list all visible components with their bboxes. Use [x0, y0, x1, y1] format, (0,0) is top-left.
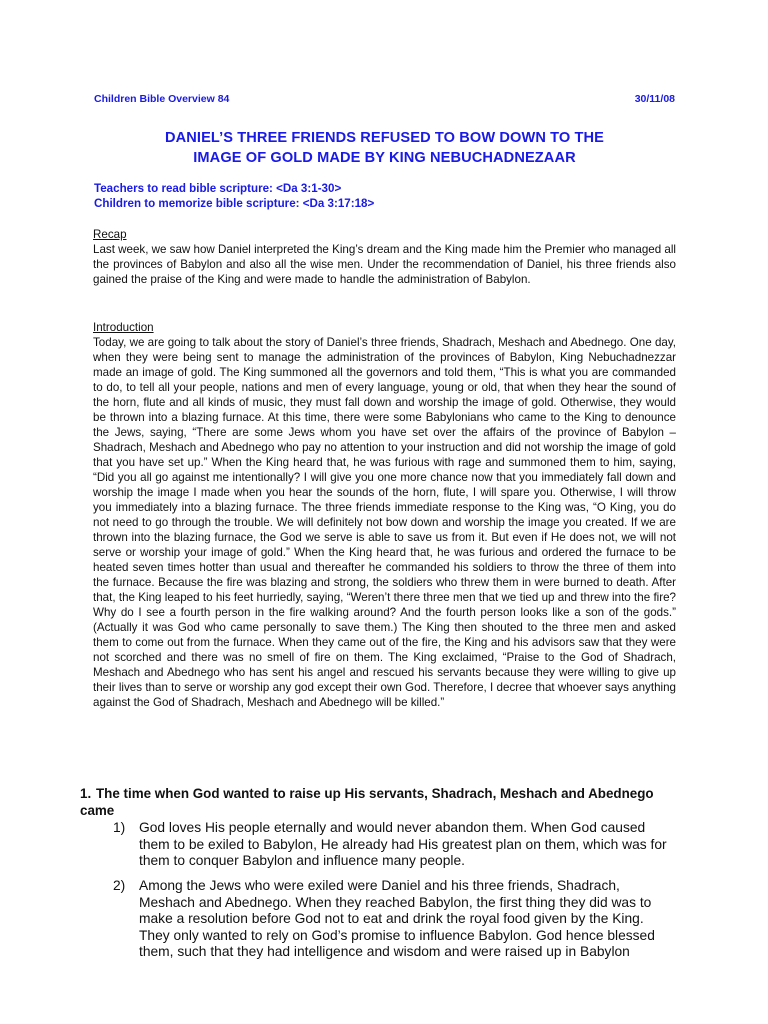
list-item-number: 2): [113, 878, 126, 893]
introduction-heading: Introduction: [93, 321, 154, 334]
point-1-heading: [80, 785, 676, 819]
lesson-title: [94, 128, 675, 168]
scripture-references: [94, 181, 675, 211]
children-scripture: Children to memorize bible scripture: <Da 3:17:18>: [94, 197, 375, 210]
recap-heading: Recap: [93, 228, 127, 241]
list-item: [113, 820, 676, 870]
header-series-title: Children Bible Overview 84: [94, 93, 230, 105]
introduction-body: Today, we are going to talk about the story of Daniel’s three friends, Shadrach, Meshach and Abednego. One day, when they were being sent to manage the administration of the provinces of Babylon, King Nebuchadnezzar made an image of gold. The King summoned all the governors and told them, “This is what you are commanded to do, to tell all your people, nations and men of every language, young or old, that when they hear the sound of the horn, flute and all kinds of music, they must fall down and worship the image of gold. Otherwise, they would be thrown into a blazing furnace. At this time, there were some Babylonians who came to the King to denounce the Jews, saying, “There are some Jews whom you have set over the affairs of the province of Babylon – Shadrach, Meshach and Abednego who pay no attention to your instruction and did not worship the image of gold that you have set up.” When the King heard that, he was furious with rage and summoned them to him, saying, “Did you all go against me intentionally? I will give you one more chance now that you immediately fall down and worship the image I made when you hear the sounds of the horn, flute, I will spare you. Otherwise, I will throw you immediately into a blazing furnace. The three friends immediate response to the King was, “O King, you do not need to go through the trouble. We will definitely not bow down and worship the image you created. If we are thrown into the blazing furnace, the God we serve is able to save us from it. But even if He does not, we will not serve or worship your image of gold.” When the King heard that, he was furious and ordered the furnace to be heated seven times hotter than usual and thereafter he commanded his soldiers to throw the three of them into the furnace. Because the fire was blazing and strong, the soldiers who threw them in were burned to death. After that, the King leaped to his feet hurriedly, saying, “Weren’t there three men that we tied up and threw into the fire? Why do I see a fourth person in the fire walking around? And the fourth person looks like a son of the gods.” (Actually it was God who came personally to save them.) The King then shouted to the three men and asked them to come out from the furnace. When they came out of the fire, the King and his advisors saw that they were not scorched and there was no smell of fire on them. The King exclaimed, “Praise to the God of Shadrach, Meshach and Abednego who has sent his angel and rescued his servants because they were willing to give up their lives than to serve or worship any god except their own God. Therefore, I decree that whoever says anything against the God of Shadrach, Meshach and Abednego will be killed.”: [93, 336, 676, 709]
introduction-section: [93, 320, 676, 710]
list-item-text: God loves His people eternally and would never abandon them. When God caused them to be exiled to Babylon, He already had His greatest plan on them, which was for them to conquer Babylon and influence many people.: [139, 820, 667, 868]
list-item: [113, 878, 676, 961]
list-item-text: Among the Jews who were exiled were Daniel and his three friends, Shadrach, Meshach and Abednego. When they reached Babylon, the first thing they did was to make a resolution before God not to eat and drink the royal food given by the King. They only wanted to rely on God’s promise to influence Babylon. God hence blessed them, such that they had intelligence and wisdom and were raised up in Babylon: [139, 878, 655, 959]
recap-body: Last week, we saw how Daniel interpreted the King’s dream and the King made him the Premier who managed all the provinces of Babylon and also all the wise men. Under the recommendation of Daniel, his three friends also gained the praise of the King and were made to handle the administration of Babylon.: [93, 243, 677, 286]
header-date: 30/11/08: [634, 93, 675, 105]
point-1-text: The time when God wanted to raise up His servants, Shadrach, Meshach and Abednego came: [80, 786, 654, 818]
page-header: [94, 93, 675, 105]
list-item-number: 1): [113, 820, 126, 835]
teachers-scripture: Teachers to read bible scripture: <Da 3:1-30>: [94, 182, 342, 195]
recap-section: [93, 227, 676, 287]
lesson-title-line-2: IMAGE OF GOLD MADE BY KING NEBUCHADNEZAAR: [193, 150, 576, 166]
point-1-number: 1.: [80, 786, 92, 801]
lesson-title-line-1: DANIEL’S THREE FRIENDS REFUSED TO BOW DOWN TO THE: [165, 130, 604, 146]
